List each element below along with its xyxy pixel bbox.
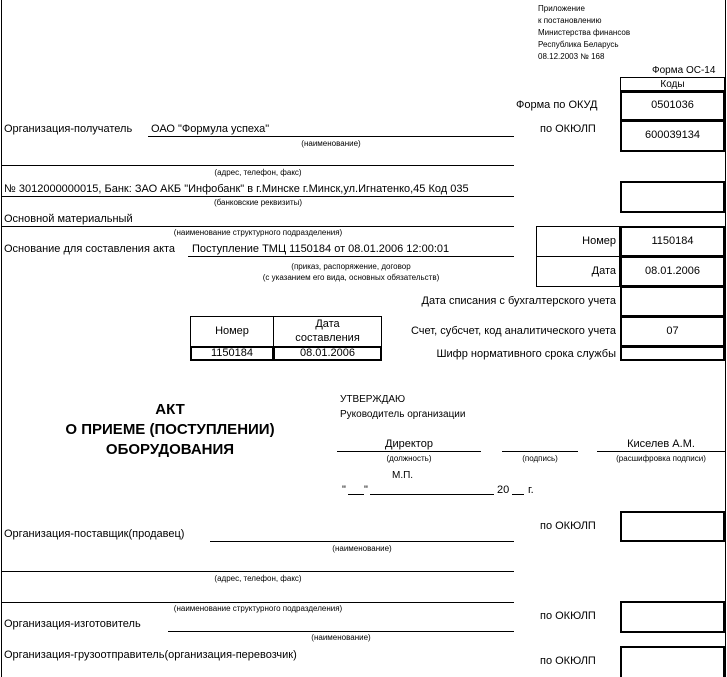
basis-caption-2: (с указанием его вида, основных обязательств) xyxy=(262,273,440,282)
approve-year-prefix: 20 xyxy=(497,484,510,496)
doc-table-number: 1150184 xyxy=(210,347,253,359)
supplier-label: Организация-поставщик(продавец) xyxy=(4,528,185,540)
manufacturer-name-caption: (наименование) xyxy=(311,633,371,642)
supplier-okulp-cell xyxy=(620,511,725,542)
okulp-value: 600039134 xyxy=(644,129,701,141)
doc-table-number-header-text: Номер xyxy=(215,325,249,337)
appendix-line-4: Республика Беларусь xyxy=(538,40,619,49)
form-name: Форма ОС-14 xyxy=(652,65,716,76)
recipient-address-caption: (адрес, телефон, факс) xyxy=(214,168,302,177)
approve-name-line xyxy=(597,451,725,452)
supplier-address-caption: (адрес, телефон, факс) xyxy=(214,574,302,583)
recipient-label: Организация-получатель xyxy=(4,123,133,135)
basis-label: Основание для составления акта xyxy=(4,243,176,255)
approve-head: Руководитель организации xyxy=(340,409,466,420)
recipient-address-line xyxy=(2,165,514,166)
basis-line xyxy=(188,256,514,257)
approve-month-line xyxy=(370,494,494,495)
codes-header: Коды xyxy=(660,79,685,90)
supplier-line xyxy=(210,541,514,542)
account-label: Счет, субсчет, код аналитического учета xyxy=(410,325,616,337)
approve-year-suffix: г. xyxy=(528,484,534,496)
basis-date-value: 08.01.2006 xyxy=(644,265,701,277)
supplier-name-caption: (наименование) xyxy=(332,544,392,553)
shipper-okulp-cell xyxy=(620,646,725,677)
act-title-line-1: АКТ xyxy=(155,401,185,418)
approve-year-line xyxy=(512,494,524,495)
appendix-line-3: Министерства финансов xyxy=(538,28,631,37)
recipient-bank-caption: (банковские реквизиты) xyxy=(213,198,303,207)
writeoff-cell xyxy=(620,286,725,317)
recipient-subdivision: Основной материальный xyxy=(4,213,133,225)
approve-date-quote-close: " xyxy=(364,484,368,496)
writeoff-label: Дата списания с бухгалтерского учета xyxy=(421,295,616,307)
code-cell-empty-1 xyxy=(620,181,725,213)
approve-title: УТВЕРЖДАЮ xyxy=(340,394,406,405)
account-value: 07 xyxy=(666,325,679,337)
act-title-line-3: ОБОРУДОВАНИЯ xyxy=(105,441,235,458)
recipient-subdivision-caption: (наименование структурного подразделения) xyxy=(173,228,343,237)
basis-date-label: Дата xyxy=(591,265,616,277)
manufacturer-okulp-label: по ОКЮЛП xyxy=(540,610,596,622)
act-title-line-2: О ПРИЕМЕ (ПОСТУПЛЕНИИ) xyxy=(65,421,275,438)
appendix-line-5: 08.12.2003 № 168 xyxy=(538,52,605,61)
recipient-bank: № 3012000000015, Банк: ЗАО АКБ "Инфобанк" в г.Минске г.Минск,ул.Игнатенко,45 Код 035 xyxy=(4,183,469,195)
recipient-subdivision-line xyxy=(2,226,514,227)
approve-name: Киселев А.М. xyxy=(627,438,695,450)
okud-label: Форма по ОКУД xyxy=(516,99,598,111)
basis-value: Поступление ТМЦ 1150184 от 08.01.2006 12:00:01 xyxy=(192,243,450,255)
basis-number-value: 1150184 xyxy=(651,235,694,247)
approve-position-caption: (должность) xyxy=(386,454,432,463)
page-right-border xyxy=(725,0,726,677)
recipient-name-caption: (наименование) xyxy=(301,139,361,148)
supplier-subdivision-caption: (наименование структурного подразделения) xyxy=(173,604,343,613)
manufacturer-label: Организация-изготовитель xyxy=(4,618,141,630)
doc-table-date: 08.01.2006 xyxy=(299,347,356,359)
okulp-label: по ОКЮЛП xyxy=(540,123,596,135)
approve-day-line xyxy=(348,494,364,495)
shipper-label: Организация-грузоотправитель(организация-перевозчик) xyxy=(4,649,297,661)
supplier-subdivision-line xyxy=(2,602,514,603)
manufacturer-line xyxy=(168,631,514,632)
manufacturer-okulp-cell xyxy=(620,601,725,633)
okud-value: 0501036 xyxy=(651,99,694,111)
appendix-line-2: к постановлению xyxy=(538,16,602,25)
basis-caption-1: (приказ, распоряжение, договор xyxy=(291,262,411,271)
approve-signature-line xyxy=(502,451,578,452)
approve-stamp: М.П. xyxy=(392,470,414,481)
recipient-value: ОАО "Формула успеха" xyxy=(151,123,270,135)
cipher-label: Шифр нормативного срока службы xyxy=(436,348,616,360)
approve-position: Директор xyxy=(385,438,433,450)
approve-decoding-caption: (расшифровка подписи) xyxy=(616,454,706,463)
supplier-okulp-label: по ОКЮЛП xyxy=(540,520,596,532)
shipper-okulp-label: по ОКЮЛП xyxy=(540,655,596,667)
recipient-line xyxy=(148,136,514,137)
appendix-line-1: Приложение xyxy=(538,4,585,13)
approve-signature-caption: (подпись) xyxy=(522,454,558,463)
approve-position-line xyxy=(337,451,481,452)
recipient-bank-line xyxy=(2,196,514,197)
approve-date-quote-open: " xyxy=(342,484,346,496)
doc-table-date-header-text-2: составления xyxy=(295,332,360,344)
basis-number-label: Номер xyxy=(582,235,616,247)
doc-table-date-header-text-1: Дата xyxy=(315,318,340,330)
cipher-cell xyxy=(620,346,725,361)
supplier-address-line xyxy=(2,571,514,572)
